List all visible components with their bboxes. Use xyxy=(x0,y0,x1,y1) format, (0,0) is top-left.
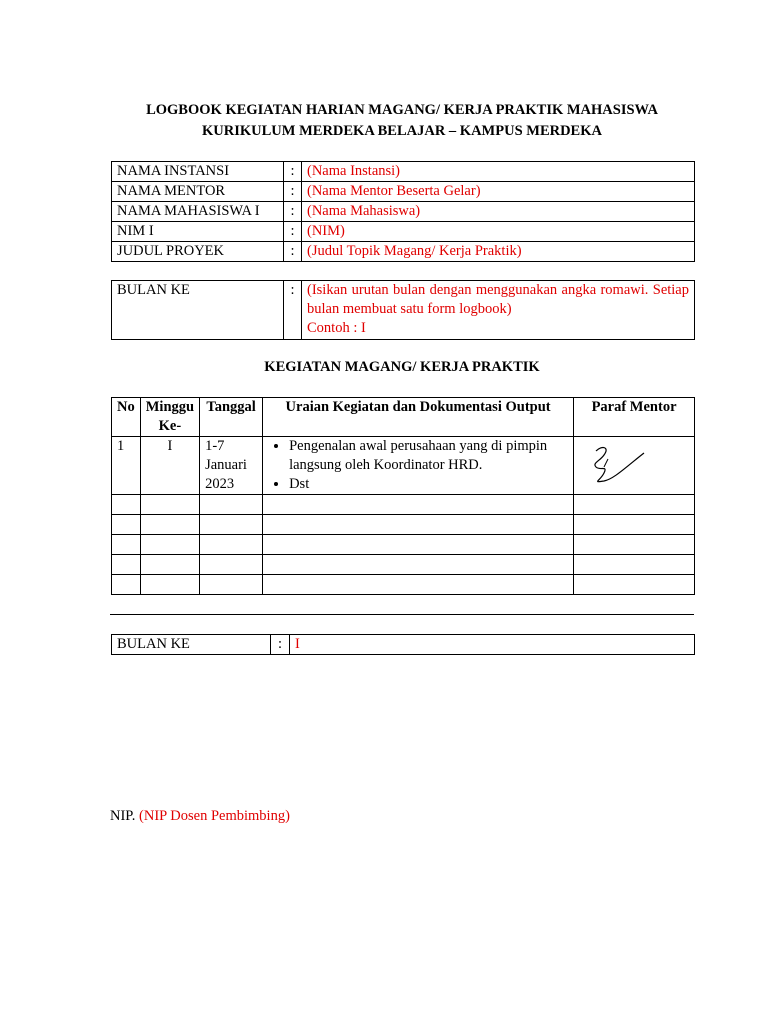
month-label: BULAN KE xyxy=(112,635,271,655)
identity-value[interactable]: (Nama Mahasiswa) xyxy=(302,202,695,222)
list-item: • Pengenalan awal perusahaan yang di pimpin langsung oleh Koordinator HRD. xyxy=(289,437,568,475)
month-instruction[interactable] xyxy=(302,281,695,340)
identity-row xyxy=(112,222,695,242)
nip-line xyxy=(110,808,290,825)
doc-title-line1: LOGBOOK KEGIATAN HARIAN MAGANG/ KERJA PRAKTIK MAHASISWA xyxy=(146,102,658,118)
table-row xyxy=(112,437,695,495)
col-header-date: Tanggal xyxy=(200,398,263,437)
col-header-signature: Paraf Mentor xyxy=(574,398,695,437)
cell-description[interactable] xyxy=(263,437,574,495)
col-header-description: Uraian Kegiatan dan Dokumentasi Output xyxy=(263,398,574,437)
nip-prefix: NIP. xyxy=(110,808,136,824)
identity-label: JUDUL PROYEK xyxy=(112,242,284,262)
month-table xyxy=(111,280,695,340)
table-row xyxy=(112,515,695,535)
cell-date xyxy=(200,437,263,495)
cell-no: 1 xyxy=(112,437,141,495)
identity-colon: : xyxy=(284,242,302,262)
month-value[interactable]: I xyxy=(290,635,695,655)
month-colon: : xyxy=(271,635,290,655)
identity-row xyxy=(112,182,695,202)
identity-colon: : xyxy=(284,222,302,242)
identity-label: NAMA MENTOR xyxy=(112,182,284,202)
month-instruction-text: (Isikan urutan bulan dengan menggunakan angka romawi. Setiap bulan membuat satu form logbook) xyxy=(307,282,689,317)
identity-row xyxy=(112,202,695,222)
identity-row xyxy=(112,242,695,262)
col-header-no: No xyxy=(112,398,141,437)
identity-value[interactable]: (NIM) xyxy=(302,222,695,242)
table-row xyxy=(112,535,695,555)
month-colon: : xyxy=(284,281,302,340)
cell-week: I xyxy=(140,437,199,495)
month-example: Contoh : I xyxy=(307,320,366,336)
activity-title: KEGIATAN MAGANG/ KERJA PRAKTIK xyxy=(264,359,540,375)
identity-value[interactable]: (Nama Instansi) xyxy=(302,162,695,182)
cell-date-text: 1-7 Januari 2023 xyxy=(205,438,247,492)
doc-title-line2: KURIKULUM MERDEKA BELAJAR – KAMPUS MERDEKA xyxy=(202,123,602,139)
activity-bullet-list xyxy=(268,437,568,494)
identity-colon: : xyxy=(284,162,302,182)
identity-label: NAMA MAHASISWA I xyxy=(112,202,284,222)
month-label: BULAN KE xyxy=(112,281,284,340)
identity-colon: : xyxy=(284,202,302,222)
table-row xyxy=(112,495,695,515)
month-table-2 xyxy=(111,634,695,655)
identity-value[interactable]: (Nama Mentor Beserta Gelar) xyxy=(302,182,695,202)
cell-signature xyxy=(574,437,695,495)
col-header-week: Minggu Ke- xyxy=(140,398,199,437)
table-row xyxy=(112,555,695,575)
identity-table xyxy=(111,161,695,262)
mentor-signature-image xyxy=(574,437,662,493)
list-item: • Dst xyxy=(289,475,568,494)
identity-value[interactable]: (Judul Topik Magang/ Kerja Praktik) xyxy=(302,242,695,262)
identity-row xyxy=(112,162,695,182)
identity-label: NIM I xyxy=(112,222,284,242)
identity-colon: : xyxy=(284,182,302,202)
nip-value: (NIP Dosen Pembimbing) xyxy=(139,808,290,824)
table-row xyxy=(112,575,695,595)
section-divider xyxy=(110,614,694,615)
identity-label: NAMA INSTANSI xyxy=(112,162,284,182)
activity-table xyxy=(111,397,695,595)
